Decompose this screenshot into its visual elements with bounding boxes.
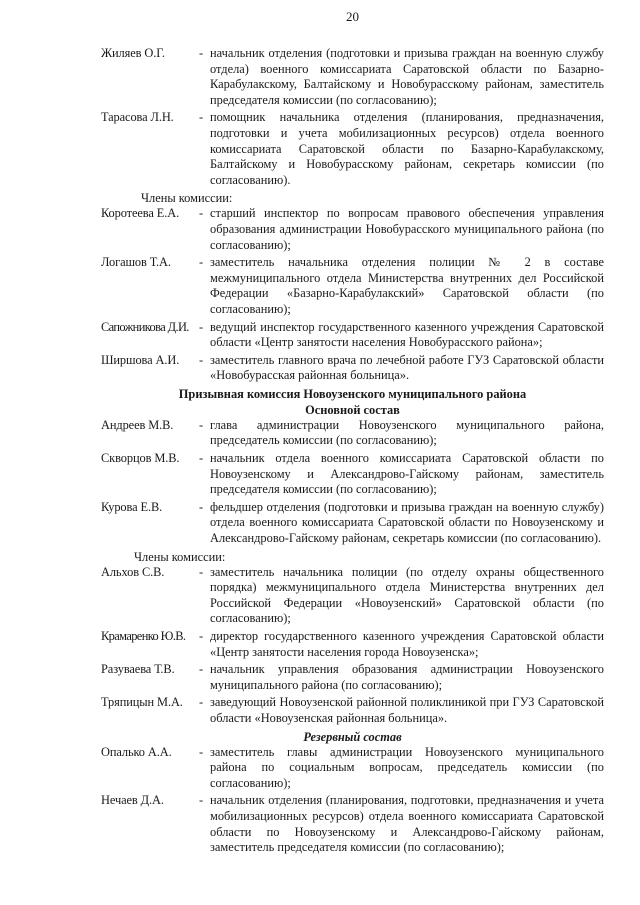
list-item xyxy=(101,662,604,693)
member-role: директор государственного казенного учреждения Саратовской области «Центр занятости населения города Новоузенска»; xyxy=(210,629,604,659)
member-name: Нечаев Д.А. xyxy=(101,793,164,808)
member-name: Альхов С.В. xyxy=(101,564,165,579)
list-item xyxy=(101,629,604,660)
member-name: Опалько А.А. xyxy=(101,744,172,759)
dash: - xyxy=(199,793,204,808)
list-item xyxy=(101,565,604,627)
dash: - xyxy=(199,417,204,432)
dash: - xyxy=(199,695,204,710)
member-role: фельдшер отделения (подготовки и призыва граждан на военную службу) отдела военного комиссариата Саратовской области по Новоузенскому и Александрово-Гайскому районам, секретарь комиссии (по согласованию). xyxy=(210,499,604,546)
list-item xyxy=(101,500,604,547)
member-name: Жиляев О.Г. xyxy=(101,46,165,60)
list-item xyxy=(101,110,604,188)
list-item xyxy=(101,353,604,384)
dash: - xyxy=(199,629,204,643)
member-name: Крамаренко Ю.В. xyxy=(101,629,186,643)
list-item xyxy=(101,206,604,253)
main-composition-heading: Основной состав xyxy=(305,402,400,417)
member-name: Логашов Т.А. xyxy=(101,255,171,270)
dash: - xyxy=(199,352,204,367)
member-role: начальник управления образования администрации Новоузенского муниципального района (по согласованию); xyxy=(210,662,604,692)
list-item xyxy=(101,418,604,449)
member-name: Сапожникова Д.И. xyxy=(101,319,189,334)
member-role: заместитель главного врача по лечебной работе ГУЗ Саратовской области «Новобурасская районная больница». xyxy=(210,352,604,383)
list-item xyxy=(101,745,604,792)
dash: - xyxy=(199,564,204,579)
member-role: заместитель главы администрации Новоузенского муниципального района по социальным вопросам, председатель комиссии (по согласованию); xyxy=(210,744,604,790)
member-role: заместитель начальника полиции (по отделу охраны общественного порядка) межмуниципального отдела Министерства внутренних дел Российской Федерации «Новоузенский» Саратовской области (по согласованию); xyxy=(210,564,604,626)
member-role: начальник отделения (планирования, подготовки, предназначения и учета мобилизационных ресурсов) отдела военного комиссариата Саратовской области по Новоузенскому и Александрово-Гайскому районам, заместитель председателя комиссии (по согласованию); xyxy=(210,793,604,855)
member-role: начальник отдела военного комиссариата Саратовской области по Новоузенскому и Александрово-Гайскому районам, заместитель председателя комиссии (по согласованию); xyxy=(210,451,604,497)
dash: - xyxy=(199,46,204,60)
dash: - xyxy=(199,662,204,677)
reserve-composition-heading: Резервный состав xyxy=(303,729,402,744)
list-item xyxy=(101,46,604,108)
list-item xyxy=(101,255,604,317)
dash: - xyxy=(199,255,204,270)
member-name: Скворцов М.В. xyxy=(101,451,180,466)
dash: - xyxy=(199,206,204,221)
member-role: начальник отделения (подготовки и призыва граждан на военную службу отдела) военного комиссариата Саратовской области по Базарно-Карабулакскому, Балтайскому и Новобурасскому районам, заместитель председателя комиссии (по согласованию); xyxy=(210,46,604,107)
section-heading: Призывная комиссия Новоузенского муниципального района xyxy=(178,386,527,401)
list-item xyxy=(101,320,604,351)
member-role: помощник начальника отделения (планирования, предназначения, подготовки и учета мобилизационных ресурсов) отдела военного комиссариата Саратовской области по Базарно-Карабулакскому, Балтайскому и Новобурасскому районам, секретарь комиссии (по согласованию). xyxy=(210,110,604,187)
member-name: Коротеева Е.А. xyxy=(101,206,180,221)
list-item xyxy=(101,451,604,498)
members-label: Члены комиссии: xyxy=(134,549,226,564)
entries-block-2 xyxy=(101,206,604,384)
member-role: заведующий Новоузенской районной поликлиникой при ГУЗ Саратовской области «Новоузенская районная больница». xyxy=(210,695,604,725)
member-name: Ширшова А.И. xyxy=(101,352,180,367)
list-item xyxy=(101,695,604,726)
dash: - xyxy=(199,110,204,125)
entries-block-4 xyxy=(101,565,604,727)
entries-block-3 xyxy=(101,418,604,547)
member-name: Тарасова Л.Н. xyxy=(101,110,174,125)
member-name: Андреев М.В. xyxy=(101,417,174,432)
entries-block-5 xyxy=(101,745,604,856)
member-role: старший инспектор по вопросам правового обеспечения управления образования администрации Новобурасского муниципального района (по согласованию); xyxy=(210,206,604,252)
dash: - xyxy=(199,451,204,466)
member-role: ведущий инспектор государственного казенного учреждения Саратовской области «Центр занятости населения Новобурасского района»; xyxy=(210,319,604,350)
entries-block-1 xyxy=(101,46,604,188)
list-item xyxy=(101,793,604,855)
member-name: Разуваева Т.В. xyxy=(101,662,175,677)
member-role: заместитель начальника отделения полиции № 2 в составе межмуниципального отдела Министерства внутренних дел Российской Федерации «Базарно-Карабулакский» Саратовской области (по согласованию); xyxy=(210,255,604,316)
page-number: 20 xyxy=(346,9,359,24)
members-label: Члены комиссии: xyxy=(141,191,233,206)
dash: - xyxy=(199,499,204,514)
dash: - xyxy=(199,744,204,759)
dash: - xyxy=(199,319,204,334)
member-role: глава администрации Новоузенского муниципального района, председатель комиссии (по согласованию); xyxy=(210,417,604,448)
member-name: Курова Е.В. xyxy=(101,499,163,514)
member-name: Тряпицын М.А. xyxy=(101,695,183,710)
